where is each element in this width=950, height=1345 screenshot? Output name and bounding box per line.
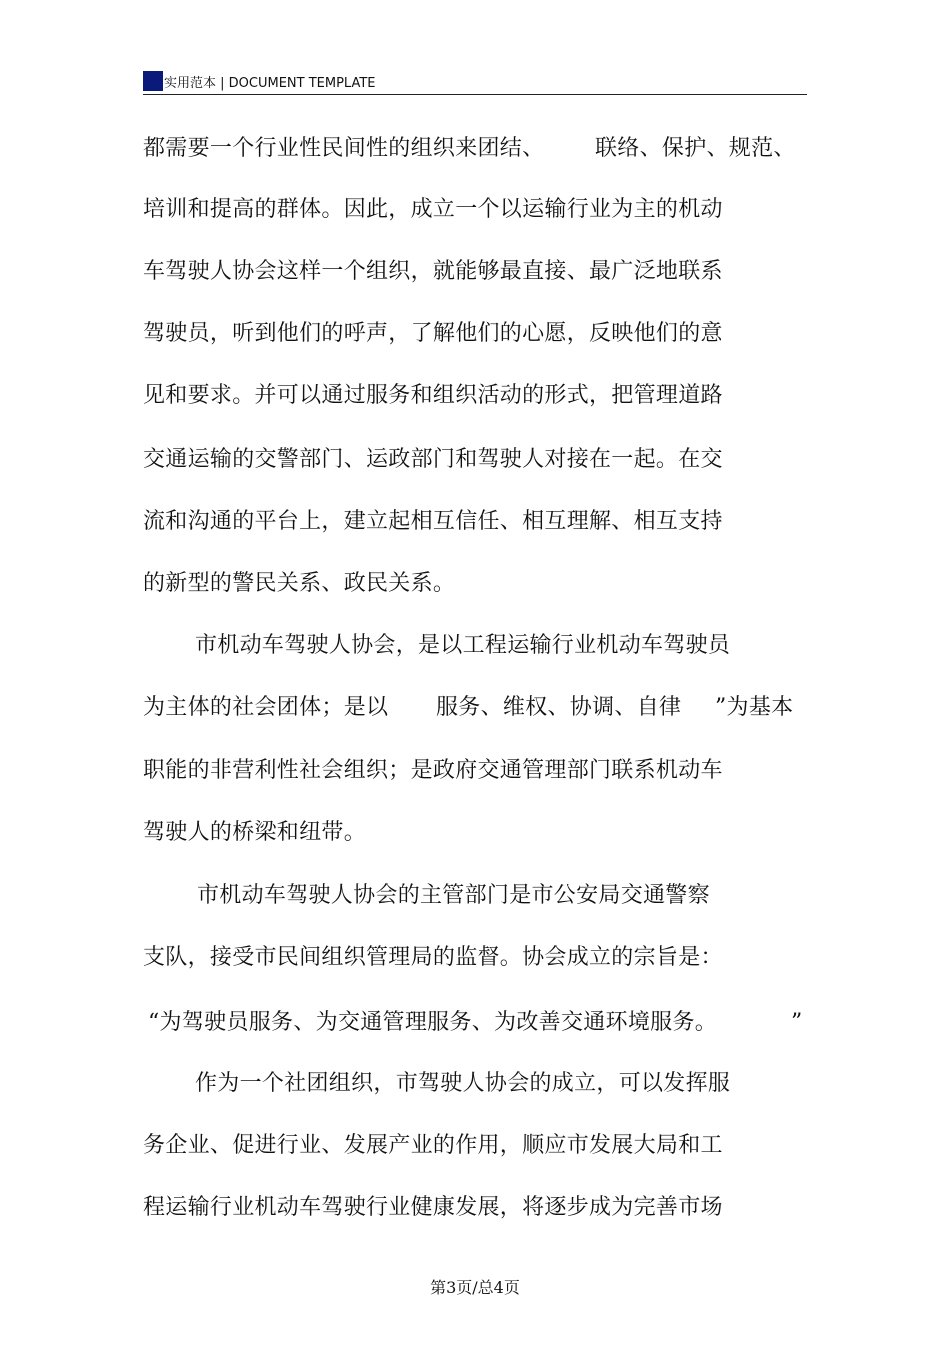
paragraph-line: 驾驶人的桥梁和纽带。 (143, 820, 367, 845)
paragraph-line: 支队，接受市民间组织管理局的监督。协会成立的宗旨是： (143, 945, 723, 970)
paragraph-line: 职能的非营利性社会组织；是政府交通管理部门联系机动车 (143, 758, 723, 783)
text-segment: ”为基本 (715, 695, 794, 720)
paragraph-line: 的新型的警民关系、政民关系。 (143, 571, 456, 596)
paragraph-line: 务企业、促进行业、发展产业的作用，顺应市发展大局和工 (143, 1133, 723, 1158)
paragraph-line: 交通运输的交警部门、运政部门和驾驶人对接在一起。在交 (143, 447, 723, 472)
text-segment: ” (791, 1010, 803, 1035)
paragraph-line: 驾驶员，听到他们的呼声，了解他们的心愿，反映他们的意 (143, 321, 723, 346)
header-title: 实用范本 | DOCUMENT TEMPLATE (164, 76, 376, 91)
paragraph-line: 见和要求。并可以通过服务和组织活动的形式，把管理道路 (143, 383, 723, 408)
text-segment: “为驾驶员服务、为交通管理服务、为改善交通环境服务。 (148, 1010, 718, 1035)
text-segment: 都需要一个行业性民间性的组织来团结、 (143, 136, 545, 161)
paragraph-line: 作为一个社团组织，市驾驶人协会的成立，可以发挥服 (195, 1071, 731, 1096)
text-segment: 为主体的社会团体；是以 (143, 695, 389, 720)
paragraph-line: 市机动车驾驶人协会的主管部门是市公安局交通警察 (197, 883, 710, 908)
paragraph-line: 流和沟通的平台上，建立起相互信任、相互理解、相互支持 (143, 509, 723, 534)
logo-square-icon (143, 71, 163, 91)
paragraph-line: 程运输行业机动车驾驶行业健康发展，将逐步成为完善市场 (143, 1195, 723, 1220)
paragraph-line: 培训和提高的群体。因此，成立一个以运输行业为主的机动 (143, 197, 723, 222)
page-number: 第3页/总4页 (430, 1278, 520, 1297)
document-header (143, 68, 807, 95)
paragraph-line: 车驾驶人协会这样一个组织，就能够最直接、最广泛地联系 (143, 259, 723, 284)
text-segment: 联络、保护、规范、 (595, 136, 796, 161)
paragraph-line: 市机动车驾驶人协会，是以工程运输行业机动车驾驶员 (195, 633, 731, 658)
text-segment: 服务、维权、协调、自律 (436, 695, 682, 720)
